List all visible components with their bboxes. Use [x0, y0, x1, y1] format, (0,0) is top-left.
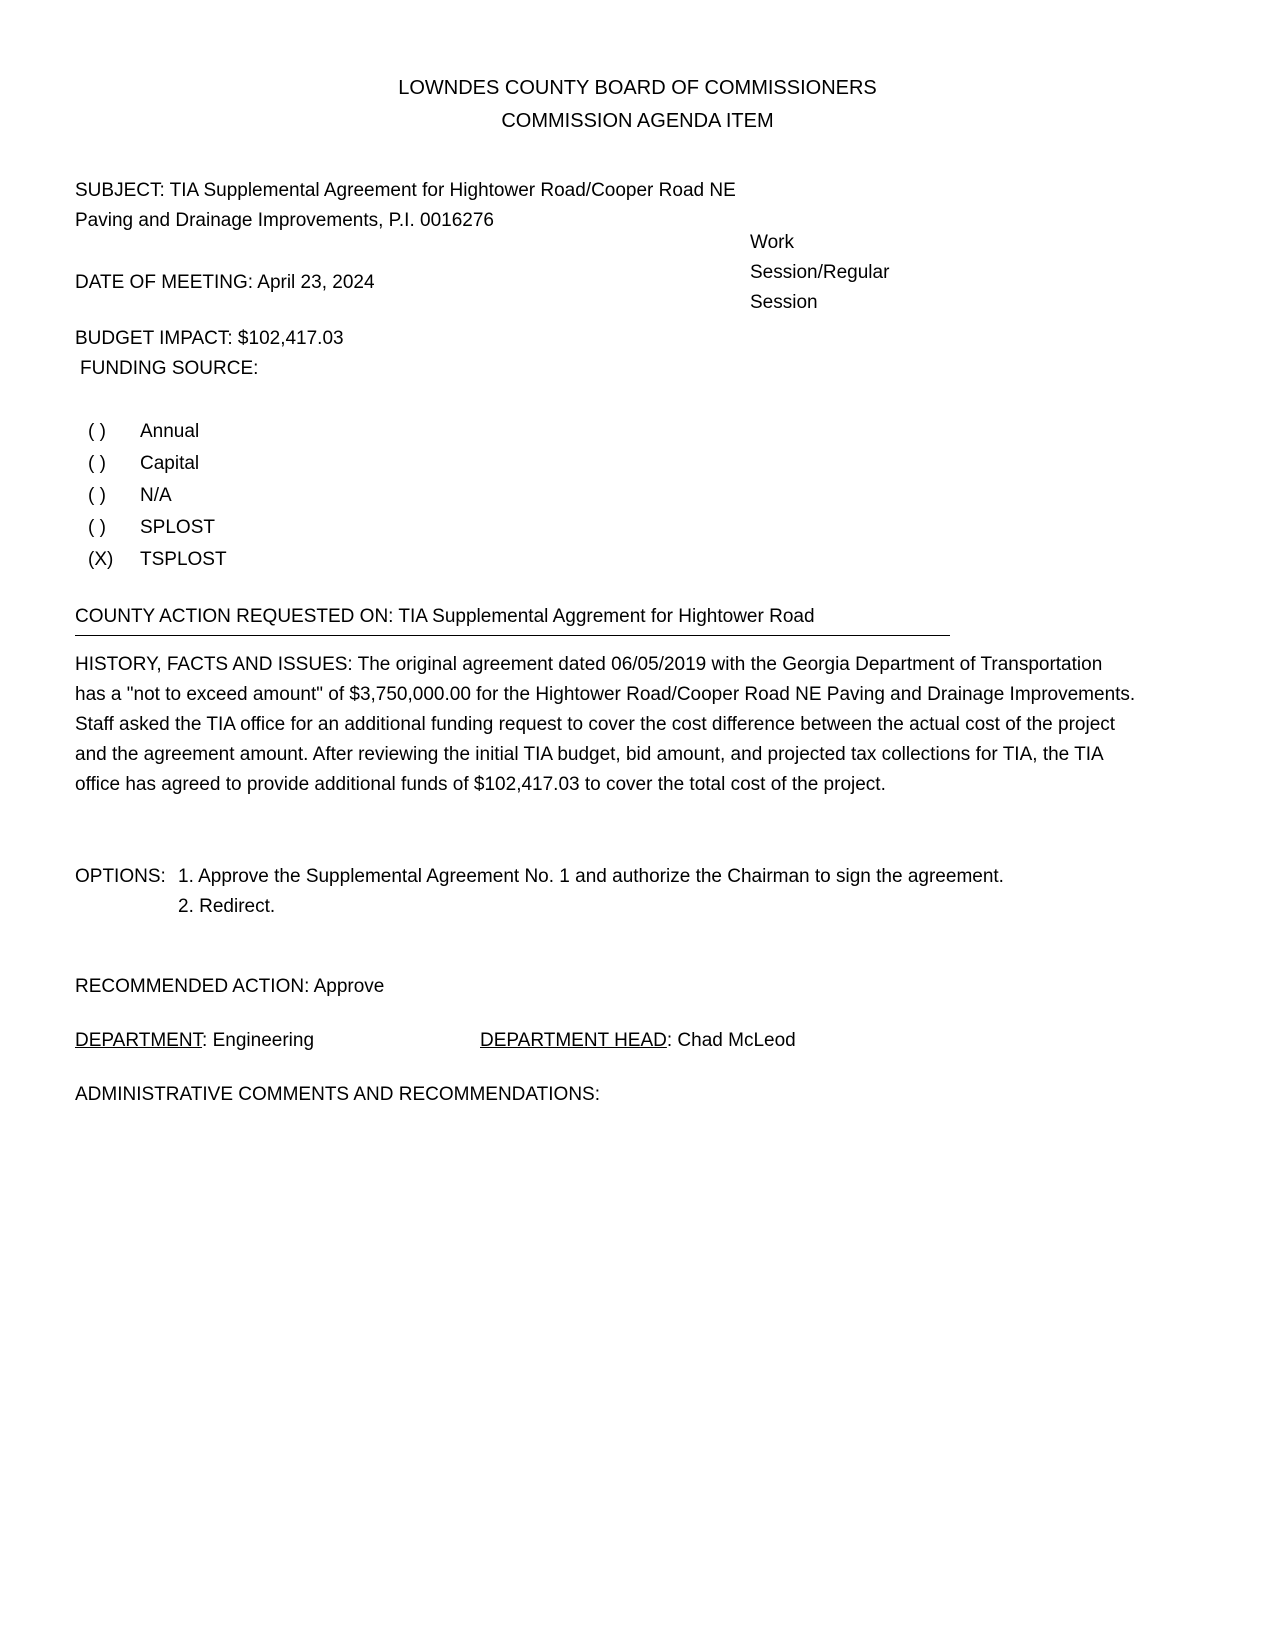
department-head-label: DEPARTMENT HEAD [480, 1030, 667, 1051]
department-label: DEPARTMENT [75, 1030, 203, 1051]
history-facts-issues: HISTORY, FACTS AND ISSUES: The original agreement dated 06/05/2019 with the Georgia Department of Transportation has a "not to exceed amount" of $3,750,000.00 for the Hightower Road/Cooper Road NE Paving and Drainage Improvements. Staff asked the TIA office for an additional funding request to cover the cost difference between the actual cost of the project and the agreement amount. After reviewing the initial TIA budget, bid amount, and projected tax collections for TIA, the TIA office has agreed to provide additional funds of $102,417.03 to cover the total cost of the project. [75, 654, 1136, 795]
administrative-comments: ADMINISTRATIVE COMMENTS AND RECOMMENDATIONS: [75, 1084, 600, 1105]
header-title-line1: LOWNDES COUNTY BOARD OF COMMISSIONERS [398, 77, 877, 99]
funding-option-label: TSPLOST [140, 549, 227, 570]
funding-option-capital [75, 448, 1215, 480]
funding-option-label: Annual [140, 421, 200, 442]
funding-option-na [75, 480, 1215, 512]
department-head-group [480, 1026, 796, 1056]
date-of-meeting: DATE OF MEETING: April 23, 2024 [75, 272, 375, 293]
funding-option-splost [75, 512, 1215, 544]
department-group [75, 1026, 480, 1056]
session-type: Work Session/Regular Session [750, 232, 890, 313]
funding-option-label: SPLOST [140, 517, 215, 538]
header-title-line2: COMMISSION AGENDA ITEM [501, 110, 774, 132]
subject-line: SUBJECT: TIA Supplemental Agreement for Hightower Road/Cooper Road NE Paving and Drainage Improvements, P.I. 0016276 [75, 180, 736, 231]
funding-option-tsplost [75, 544, 1215, 576]
funding-option-annual [75, 416, 1215, 448]
option-item-1: 1. Approve the Supplemental Agreement No. 1 and authorize the Chairman to sign the agreement. [178, 866, 1004, 887]
options-list [178, 862, 1150, 922]
department-row [75, 1026, 1215, 1056]
recommended-action: RECOMMENDED ACTION: Approve [75, 976, 385, 997]
budget-impact: BUDGET IMPACT: $102,417.03 [75, 328, 344, 349]
document-header [0, 0, 1275, 138]
option-item-2: 2. Redirect. [178, 896, 276, 917]
checkbox-splost: ( ) [88, 517, 106, 538]
funding-option-label: N/A [140, 485, 172, 506]
checkbox-capital: ( ) [88, 453, 106, 474]
funding-source-label: FUNDING SOURCE: [80, 358, 259, 379]
checkbox-na: ( ) [88, 485, 106, 506]
department-value: : Engineering [202, 1030, 315, 1051]
options-label: OPTIONS: [75, 866, 166, 887]
options-section [75, 862, 1150, 922]
funding-options-list [75, 416, 1215, 576]
county-action-requested: COUNTY ACTION REQUESTED ON: TIA Supplemental Aggrement for Hightower Road [75, 602, 950, 636]
checkbox-annual: ( ) [88, 421, 106, 442]
checkbox-tsplost-checked: (X) [88, 549, 114, 570]
department-head-value: : Chad McLeod [666, 1030, 796, 1051]
funding-option-label: Capital [140, 453, 200, 474]
